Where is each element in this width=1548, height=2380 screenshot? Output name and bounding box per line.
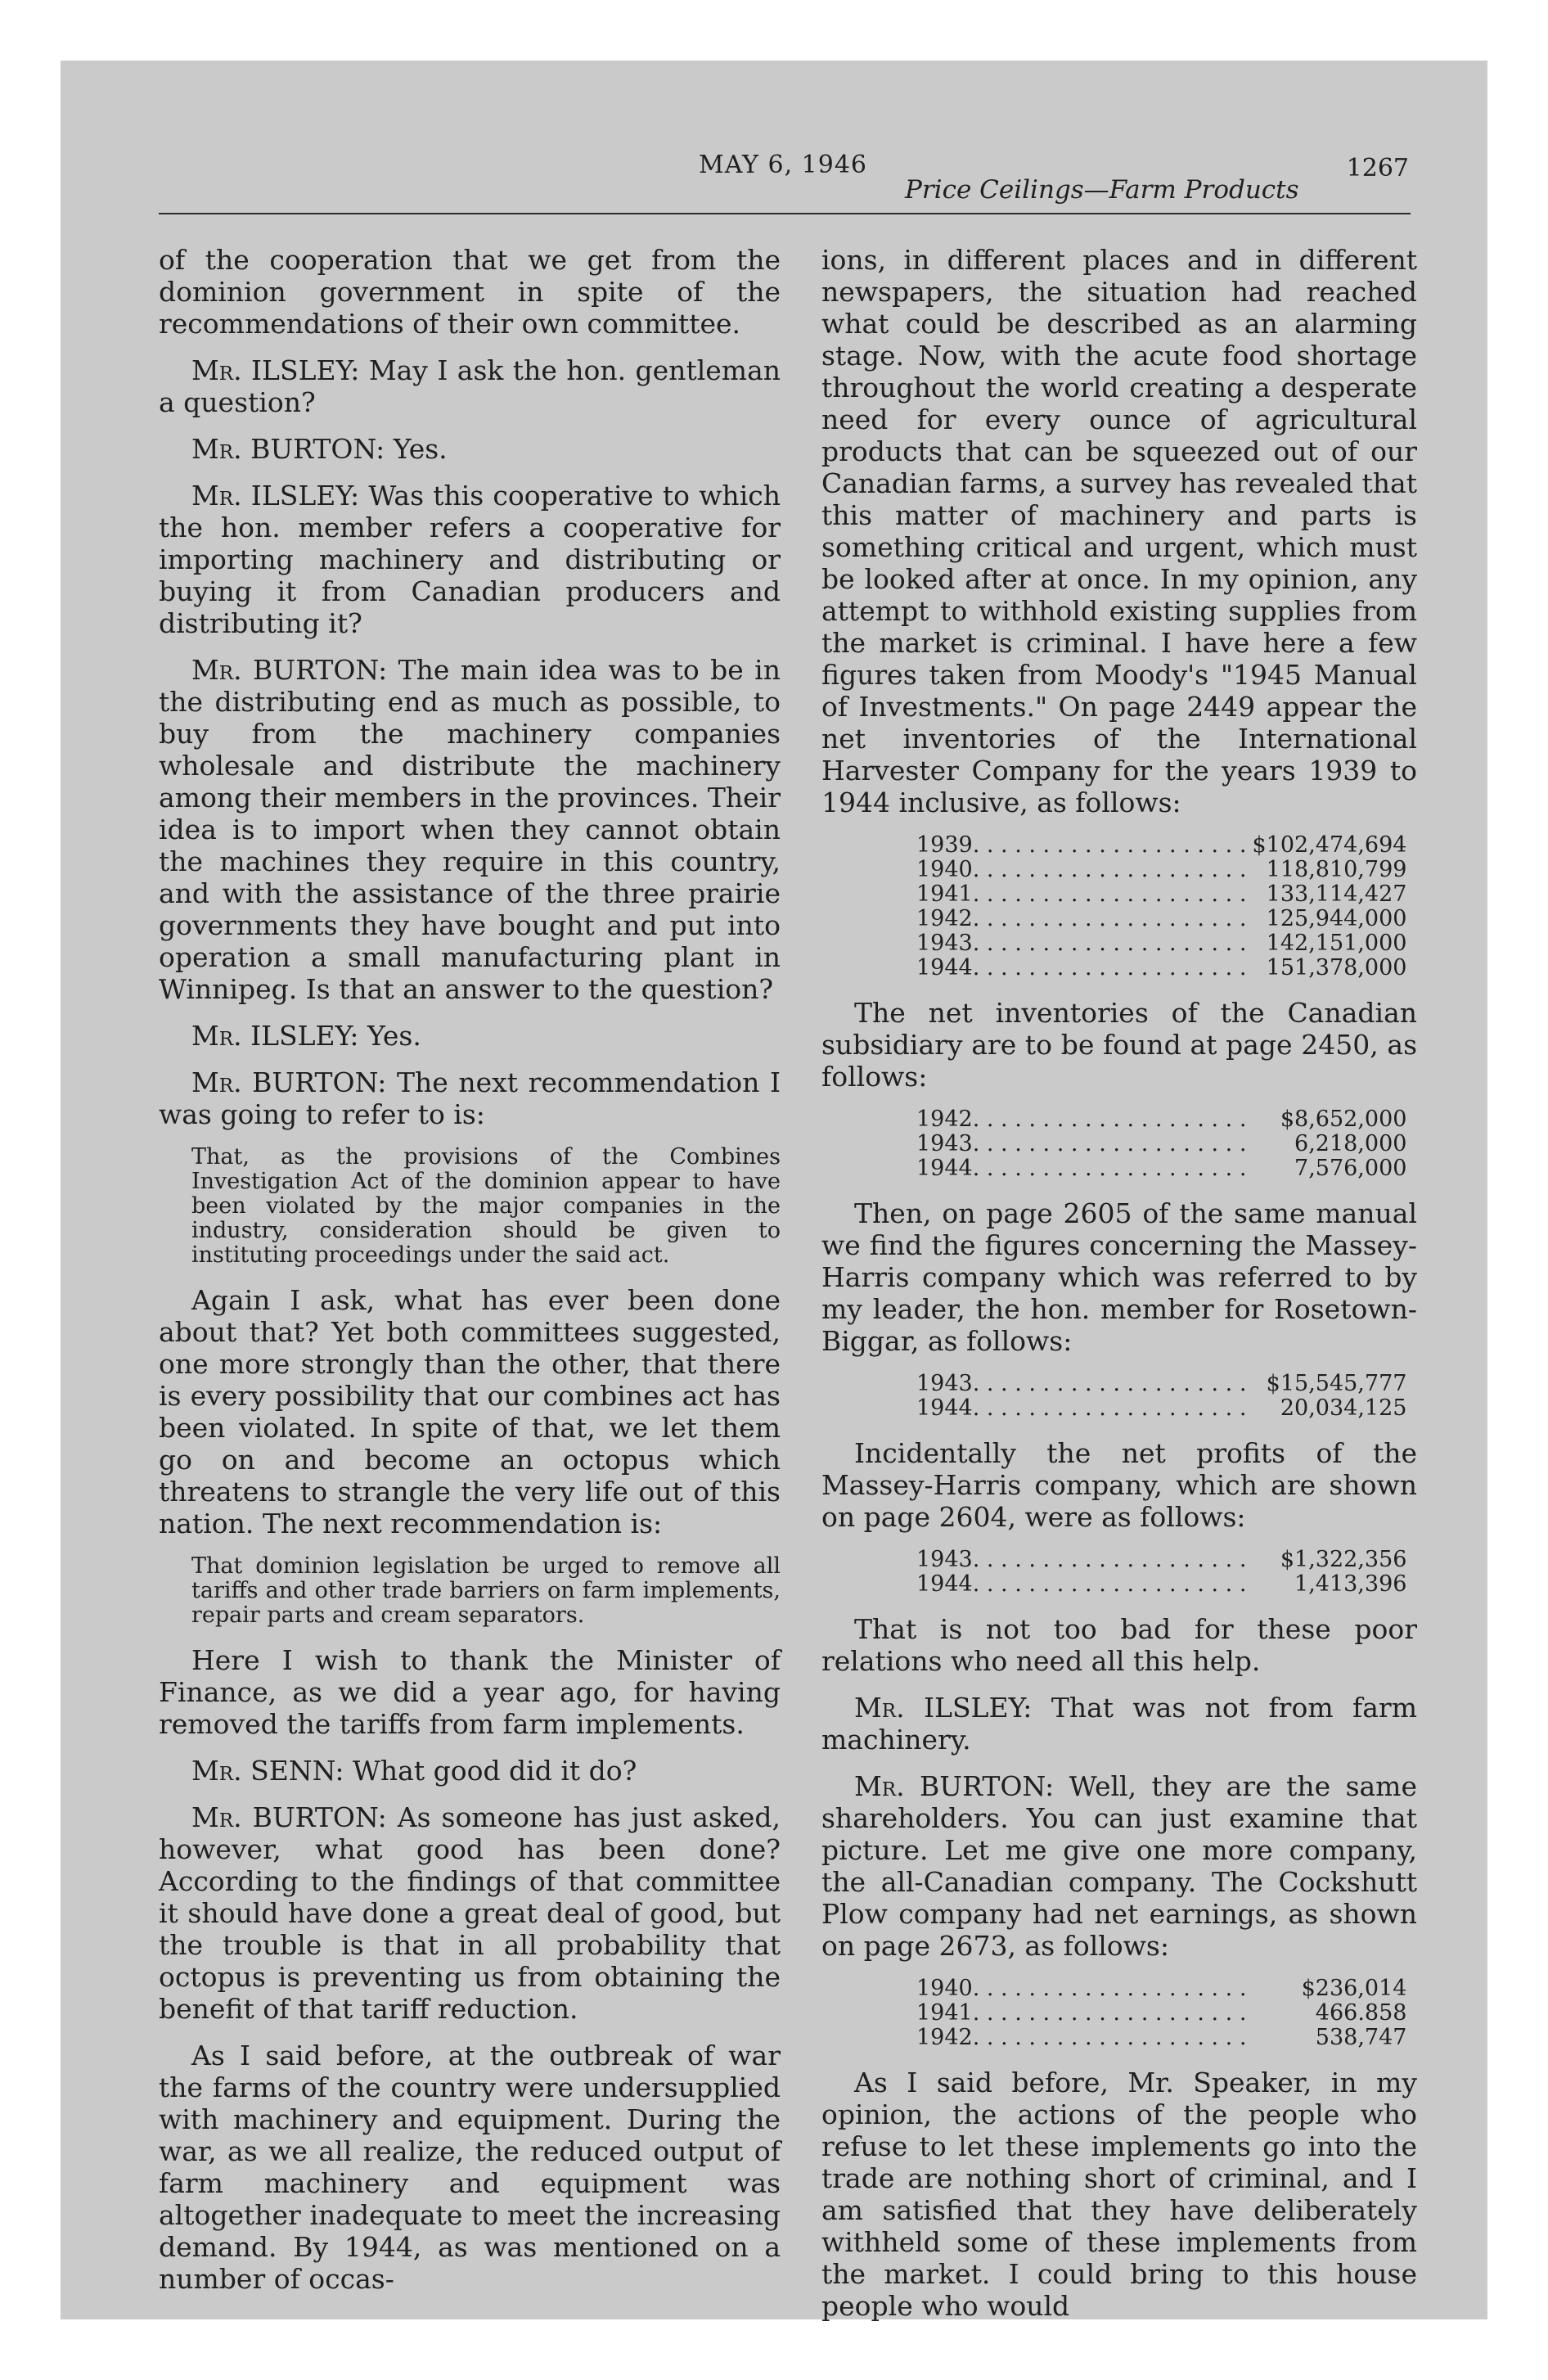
figures-table — [916, 1977, 1406, 2050]
year-cell: 1944. . . . . . . . . . . . . . . . . . . . — [916, 1156, 1247, 1181]
speaker-name: Mr. BURTON: — [854, 1770, 1055, 1802]
year-cell: 1941. . . . . . . . . . . . . . . . . . . . — [916, 2001, 1247, 2026]
amount-cell: 151,378,000 — [1266, 955, 1407, 980]
speech-text: May I ask the hon. gentleman a question? — [159, 354, 781, 418]
table-row — [916, 1977, 1406, 2001]
speech — [159, 480, 781, 639]
amount-cell: $8,652,000 — [1280, 1107, 1407, 1132]
amount-cell: 6,218,000 — [1294, 1131, 1407, 1156]
speech — [159, 1020, 781, 1052]
amount-cell: 466.858 — [1315, 2000, 1407, 2026]
amount-cell: 125,944,000 — [1266, 906, 1407, 931]
paragraph: Then, on page 2605 of the same manual we find the figures concerning the Massey-Harris company which was referred to by my leader, the hon. member for Rosetown-Biggar, as follows: — [821, 1197, 1417, 1357]
speaker-name: Mr. BURTON: — [191, 433, 385, 465]
year-cell: 1941. . . . . . . . . . . . . . . . . . . . — [916, 882, 1247, 907]
speech-text: As someone has just asked, however, what good has been done? According to the findings of that committee it should have done a great deal of good, but the trouble is that in all probability that octopus is preventing us from obtaining the benefit of that tariff reduction. — [159, 1801, 781, 2025]
speech-text: Was this cooperative to which the hon. member refers a cooperative for importing machinery and distributing or buying it from Canadian producers and distributing it? — [159, 480, 781, 639]
table-row — [916, 2026, 1406, 2050]
speech-text: What good did it do? — [352, 1755, 637, 1787]
paragraph: As I said before, at the outbreak of war the farms of the country were undersupplied with machinery and equipment. During the war, as we all realize, the reduced output of farm machinery and equipment was altogether inadequate to meet the increasing demand. By 1944, as was mentioned on a number of occas- — [159, 2040, 781, 2295]
year-cell: 1943. . . . . . . . . . . . . . . . . . . . — [916, 1548, 1247, 1572]
amount-cell: 133,114,427 — [1266, 881, 1407, 907]
figures-table — [916, 1107, 1406, 1181]
speaker-name: Mr. ILSLEY: — [191, 480, 360, 512]
figures-table — [916, 833, 1406, 980]
speech-text: The main idea was to be in the distributing end as much as possible, to buy from the machinery companies wholesale and distribute the machinery among their members in the provinces. Their idea is to import when they cannot obtain the machines they require in this country, and with the assistance of the three prairie governments they have bought and put into operation a small manufacturing plant in Winnipeg. Is that an answer to the question? — [159, 654, 781, 1005]
speaker-name: Mr. BURTON: — [191, 654, 388, 686]
paragraph: As I said before, Mr. Speaker, in my opinion, the actions of the people who refuse to let these implements go into the trade are nothing short of criminal, and I am satisfied that they have deliberately withheld some of these implements from the market. I could bring to this house people who would — [821, 2067, 1417, 2322]
paragraph: The net inventories of the Canadian subsidiary are to be found at page 2450, as follows: — [821, 997, 1417, 1093]
table-row — [916, 1572, 1406, 1597]
table-row — [916, 858, 1406, 882]
right-column — [821, 244, 1417, 2337]
speaker-name: Mr. ILSLEY: — [191, 354, 360, 386]
table-row — [916, 1156, 1406, 1181]
year-cell: 1943. . . . . . . . . . . . . . . . . . . . — [916, 931, 1247, 956]
figures-table — [916, 1372, 1406, 1421]
speaker-name: Mr. BURTON: — [191, 1801, 387, 1833]
header-date: MAY 6, 1946 — [699, 151, 868, 179]
speech — [159, 1066, 781, 1130]
amount-cell: $1,322,356 — [1280, 1547, 1407, 1572]
paragraph: Again I ask, what has ever been done about that? Yet both committees suggested, one more strongly than the other, that there is every possibility that our combines act has been violated. In spite of that, we let them go on and become an octopus which threatens to strangle the very life out of this nation. The next recommendation is: — [159, 1284, 781, 1539]
speech — [159, 354, 781, 418]
table-row — [916, 2001, 1406, 2026]
speech — [159, 654, 781, 1005]
speech — [159, 1755, 781, 1787]
speech — [159, 1801, 781, 2025]
year-cell: 1944. . . . . . . . . . . . . . . . . . . . — [916, 1572, 1247, 1597]
paragraph: ions, in different places and in different newspapers, the situation had reached what could be described as an alarming stage. Now, with the acute food shortage throughout the world creating a desperate need for every ounce of agricultural products that can be squeezed out of our Canadian farms, a survey has revealed that this matter of machinery and parts is something critical and urgent, which must be looked after at once. In my opinion, any attempt to withhold existing supplies from the market is criminal. I have here a few figures taken from Moody's "1945 Manual of Investments." On page 2449 appear the net inventories of the International Harvester Company for the years 1939 to 1944 inclusive, as follows: — [821, 244, 1417, 818]
amount-cell: $102,474,694 — [1252, 832, 1407, 858]
year-cell: 1942. . . . . . . . . . . . . . . . . . . . — [916, 1107, 1247, 1132]
left-column — [159, 244, 781, 2310]
table-row — [916, 1132, 1406, 1156]
paragraph: That is not too bad for these poor relations who need all this help. — [821, 1613, 1417, 1677]
paragraph: of the cooperation that we get from the dominion government in spite of the recommendations of their own committee. — [159, 244, 781, 340]
amount-cell: 1,413,396 — [1294, 1571, 1407, 1597]
year-cell: 1944. . . . . . . . . . . . . . . . . . . . — [916, 1396, 1247, 1421]
speaker-name: Mr. BURTON: — [191, 1066, 387, 1098]
block-quote: That, as the provisions of the Combines Investigation Act of the dominion appear to have been violated by the major companies in the industry, consideration should be given to instituting proceedings under the said act. — [191, 1144, 781, 1268]
year-cell: 1940. . . . . . . . . . . . . . . . . . . . — [916, 858, 1247, 882]
block-quote: That dominion legislation be urged to remove all tariffs and other trade barriers on farm implements, repair parts and cream separators. — [191, 1553, 781, 1628]
paragraph: Incidentally the net profits of the Massey-Harris company, which are shown on page 2604, were as follows: — [821, 1437, 1417, 1533]
amount-cell: $236,014 — [1301, 1976, 1407, 2001]
year-cell: 1940. . . . . . . . . . . . . . . . . . . . — [916, 1977, 1247, 2001]
page-number: 1267 — [1346, 154, 1409, 183]
table-row — [916, 833, 1406, 858]
amount-cell: 118,810,799 — [1266, 857, 1407, 882]
paragraph: Here I wish to thank the Minister of Finance, as we did a year ago, for having removed the tariffs from farm implements. — [159, 1644, 781, 1740]
page-header — [159, 151, 1411, 214]
speech-text: Yes. — [393, 433, 448, 465]
speech — [821, 1770, 1417, 1962]
table-row — [916, 907, 1406, 931]
amount-cell: 142,151,000 — [1266, 931, 1407, 956]
speech — [821, 1692, 1417, 1756]
table-row — [916, 882, 1406, 907]
speech — [159, 433, 781, 465]
year-cell: 1942. . . . . . . . . . . . . . . . . . . . — [916, 907, 1247, 931]
amount-cell: 20,034,125 — [1280, 1395, 1407, 1421]
table-row — [916, 1107, 1406, 1132]
amount-cell: $15,545,777 — [1266, 1371, 1407, 1396]
amount-cell: 538,747 — [1315, 2025, 1407, 2050]
year-cell: 1944. . . . . . . . . . . . . . . . . . . . — [916, 956, 1247, 980]
figures-table — [916, 1548, 1406, 1597]
year-cell: 1943. . . . . . . . . . . . . . . . . . . . — [916, 1372, 1247, 1396]
speaker-name: Mr. ILSLEY: — [191, 1020, 359, 1052]
speech-text: The next recommendation I was going to refer to is: — [159, 1066, 781, 1130]
table-row — [916, 956, 1406, 980]
amount-cell: 7,576,000 — [1294, 1156, 1407, 1181]
table-row — [916, 1396, 1406, 1421]
table-row — [916, 1548, 1406, 1572]
speaker-name: Mr. ILSLEY: — [854, 1692, 1033, 1724]
year-cell: 1939. . . . . . . . . . . . . . . . . . . . — [916, 833, 1247, 858]
speech-text: Yes. — [367, 1020, 421, 1052]
year-cell: 1943. . . . . . . . . . . . . . . . . . . . — [916, 1132, 1247, 1156]
speaker-name: Mr. SENN: — [191, 1755, 344, 1787]
year-cell: 1942. . . . . . . . . . . . . . . . . . . . — [916, 2026, 1247, 2050]
table-row — [916, 931, 1406, 956]
speech-text: Well, they are the same shareholders. You can just examine that picture. Let me give one more company, the all-Canadian company. The Cockshutt Plow company had net earnings, as shown on page 2673, as follows: — [821, 1770, 1417, 1962]
header-topic: Price Ceilings—Farm Products — [905, 175, 1299, 205]
table-row — [916, 1372, 1406, 1396]
speech-text: That was not from farm machinery. — [821, 1692, 1417, 1756]
